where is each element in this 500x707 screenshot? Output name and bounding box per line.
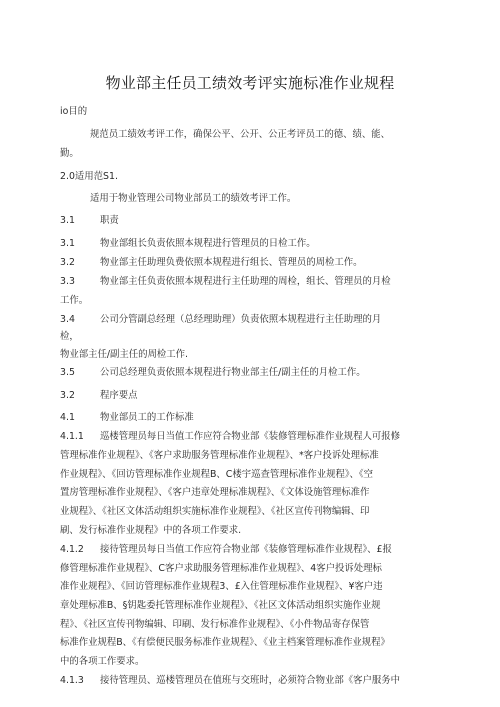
continuation-line: 作业规程》、《回访管理标准作业规程B、C楼宇巡查管理标准作业规程》、《空	[60, 469, 373, 480]
section-item	[60, 313, 445, 327]
continuation-line: 中的各项工作要求。	[60, 656, 145, 667]
section-item	[60, 674, 445, 688]
paragraph-line: 规范员工绩效考评工作，确保公平、公开、公正考评员工的德、绩、能、	[90, 129, 391, 140]
section-item	[60, 256, 445, 270]
section-number: 4.1.3	[60, 675, 84, 686]
section-item	[60, 543, 445, 557]
section-text: 公司总经理负责依照本规程进行物业部主任/副主任的月检工作。	[100, 367, 366, 378]
section-text: 接待管理员、巡楼管理员在值班与交班时，必须符合物业部《客户服务中	[100, 675, 401, 686]
section-number: 3.4	[60, 314, 75, 325]
section-text: io目的	[60, 106, 88, 117]
section-number: 3.5	[60, 367, 75, 378]
section-heading	[60, 105, 445, 119]
section-number: 4.1.1	[60, 431, 84, 442]
document-title: 物业部主任员工绩效考评实施标准作业规程	[105, 74, 395, 92]
continuation-line: 标准作业规程B、《有偿便民服务标准作业规程》、《业主档案管理标准作业规程》	[60, 637, 390, 648]
section-heading	[60, 170, 445, 184]
section-heading	[60, 389, 445, 403]
continuation-line: 业规程》、《社区文体活动组织实施标准作业规程》、《社区宣传刊物编辑、印	[60, 506, 370, 517]
continuation-line: 程》、《社区宣传刊物编辑、印刷、发行标准作业规程》、《小件物品寄存保管	[60, 619, 370, 630]
section-number: 3.3	[60, 276, 75, 287]
section-number: 4.1.2	[60, 544, 84, 555]
section-text: 职责	[100, 215, 119, 226]
continuation-line: 检，	[60, 331, 79, 342]
continuation-line: 章处理标准B、§钥匙委托管理标准作业规程》、《社区文体活动组织实施作业规	[60, 600, 381, 611]
section-text: 物业部组长负责依照本规程进行管理员的日检工作。	[100, 238, 316, 249]
section-text: 2.0适用范S1.	[60, 171, 118, 182]
section-item	[60, 411, 445, 425]
section-text: 程序要点	[100, 390, 138, 401]
section-item	[60, 366, 445, 380]
section-text: 物业部主任负责依照本规程进行主任助理的周检，组长、管理员的月检	[100, 276, 391, 287]
section-number: 3.2	[60, 257, 75, 268]
continuation-line: 工作。	[60, 295, 89, 306]
continuation-line: 管理标准作业规程》、《客户求助服务管理标准作业规程》、*客户投诉处理标准	[60, 450, 379, 461]
section-text: 公司分管副总经理（总经理助理）负责依照本规程进行主任助理的月	[100, 314, 382, 325]
continuation-line: 修管理标准作业规程》、C客户求助服务管理标准作业规程》、4客户投诉处理标	[60, 563, 382, 574]
section-number: 3.1	[60, 215, 75, 226]
section-heading	[60, 214, 445, 228]
section-item	[60, 430, 445, 444]
section-item	[60, 237, 445, 251]
section-item	[60, 275, 445, 289]
section-text: 物业部主任助理负费依照本规程进行组长、管理员的周检工作。	[100, 257, 363, 268]
section-number: 3.1	[60, 238, 75, 249]
continuation-line: 物业部主任/副主任的周检工作.	[60, 349, 189, 360]
section-text: 接待管理员每日当值工作应符合物业部《装修管理标准作业规程》、£报	[100, 544, 392, 555]
section-number: 3.2	[60, 390, 75, 401]
section-text: 物业部员工的工作标准	[100, 412, 194, 423]
continuation-line: 置房管理标准作业规程》、《客户违章处理标准规程》、《文体设施管理标准作	[60, 487, 370, 498]
continuation-line: 准作业规程》、《回访管理标准作业规程3、£入住管理标准作业规程》、¥客户违	[60, 581, 383, 592]
continuation-line: 刷、发行标准作业规程》中的各项工作要求.	[60, 525, 242, 536]
paragraph-line: 适用于物业管理公司物业部员工的绩效考评工作。	[90, 193, 297, 204]
section-number: 4.1	[60, 412, 75, 423]
paragraph-line: 勤。	[60, 148, 79, 159]
section-text: 巡楼管理员每日当值工作应符合物业部《装修管理标准作业规程人可报修	[100, 431, 401, 442]
